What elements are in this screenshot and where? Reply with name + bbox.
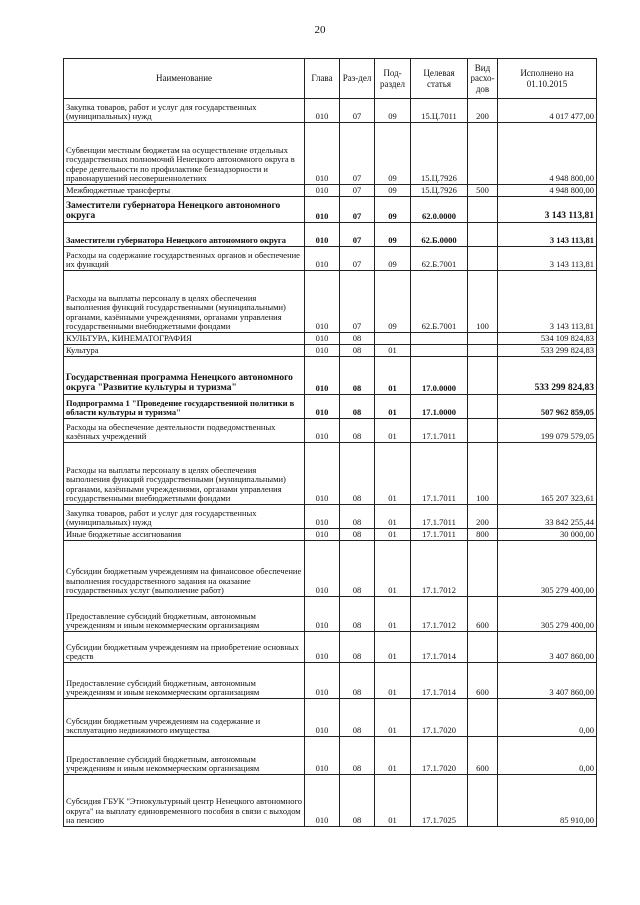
row-target-item: 62.Б.0000 [411,223,468,247]
row-target-item: 62.Б.7001 [411,271,468,333]
row-chapter: 010 [305,345,340,357]
row-name: Закупка товаров, работ и услуг для государственных (муниципальных) нужд [64,99,305,123]
row-section: 08 [340,737,375,775]
row-amount: 4 948 800,00 [498,185,597,197]
row-name: Субсидии бюджетным учреждениям на финансовое обеспечение выполнения государственного задания на оказание государственных услуг (выполнение работ) [64,541,305,597]
row-target-item: 17.1.7011 [411,419,468,443]
row-chapter: 010 [305,419,340,443]
row-section: 08 [340,663,375,699]
table-row [64,185,597,197]
row-name: Предоставление субсидий бюджетным, автономным учреждениям и иным некоммерческим организациям [64,597,305,632]
row-target-item: 15.Ц.7926 [411,123,468,185]
row-expense-type: 600 [468,663,498,699]
row-chapter: 010 [305,247,340,271]
row-subsection: 01 [375,443,411,505]
row-amount: 3 407 860,00 [498,663,597,699]
row-subsection: 09 [375,271,411,333]
table-row [64,345,597,357]
row-chapter: 010 [305,775,340,827]
row-expense-type [468,123,498,185]
row-name: Расходы на выплаты персоналу в целях обеспечения выполнения функций государственными (муниципальными) органами, казёнными учреждениями, органами управления государственными внебюджетными фондами [64,271,305,333]
row-amount: 507 962 859,05 [498,395,597,419]
budget-table [63,58,597,827]
row-target-item: 15.Ц.7926 [411,185,468,197]
row-name: Предоставление субсидий бюджетным, автономным учреждениям и иным некоммерческим организациям [64,737,305,775]
row-expense-type [468,223,498,247]
row-chapter: 010 [305,197,340,223]
table-row [64,597,597,632]
row-expense-type [468,395,498,419]
table-row [64,663,597,699]
table-row [64,333,597,345]
row-amount: 305 279 400,00 [498,597,597,632]
row-name: Закупка товаров, работ и услуг для государственных (муниципальных) нужд [64,505,305,529]
row-name: Субсидии бюджетным учреждениям на приобретение основных средств [64,632,305,663]
row-section: 08 [340,529,375,541]
table-row [64,271,597,333]
row-name: КУЛЬТУРА, КИНЕМАТОГРАФИЯ [64,333,305,345]
row-target-item: 17.0.0000 [411,357,468,395]
row-amount: 534 109 824,83 [498,333,597,345]
row-amount: 0,00 [498,699,597,737]
row-chapter: 010 [305,271,340,333]
row-expense-type [468,247,498,271]
row-amount: 199 079 579,05 [498,419,597,443]
table-row [64,699,597,737]
row-subsection: 01 [375,597,411,632]
row-expense-type: 200 [468,99,498,123]
header-expense-type: Вид расхо-дов [468,59,498,99]
row-subsection: 01 [375,663,411,699]
row-chapter: 010 [305,632,340,663]
row-name: Заместители губернатора Ненецкого автономного округа [64,223,305,247]
row-chapter: 010 [305,505,340,529]
row-subsection: 09 [375,123,411,185]
row-name: Иные бюджетные ассигнования [64,529,305,541]
table-row [64,632,597,663]
row-section: 07 [340,185,375,197]
row-amount: 533 299 824,83 [498,345,597,357]
table-row [64,419,597,443]
row-subsection: 01 [375,632,411,663]
row-name: Межбюджетные трансферты [64,185,305,197]
row-subsection: 01 [375,505,411,529]
row-subsection: 01 [375,699,411,737]
row-name: Подпрограмма 1 "Проведение государственной политики в области культуры и туризма" [64,395,305,419]
row-amount: 3 143 113,81 [498,247,597,271]
row-section: 07 [340,123,375,185]
row-subsection: 01 [375,541,411,597]
row-chapter: 010 [305,529,340,541]
row-section: 08 [340,443,375,505]
row-subsection: 01 [375,529,411,541]
row-target-item [411,345,468,357]
row-amount: 0,00 [498,737,597,775]
row-chapter: 010 [305,99,340,123]
row-target-item: 17.1.7011 [411,443,468,505]
row-target-item: 17.1.7025 [411,775,468,827]
row-amount: 3 143 113,81 [498,271,597,333]
row-name: Предоставление субсидий бюджетным, автономным учреждениям и иным некоммерческим организациям [64,663,305,699]
table-row [64,223,597,247]
row-subsection: 01 [375,395,411,419]
row-expense-type [468,541,498,597]
row-target-item: 17.1.7014 [411,663,468,699]
row-target-item: 62.0.0000 [411,197,468,223]
row-chapter: 010 [305,395,340,419]
row-expense-type: 600 [468,737,498,775]
row-section: 08 [340,419,375,443]
row-expense-type: 600 [468,597,498,632]
row-section: 08 [340,505,375,529]
row-subsection: 01 [375,357,411,395]
table-row [64,395,597,419]
table-row [64,505,597,529]
row-target-item: 17.1.7020 [411,737,468,775]
row-section: 08 [340,395,375,419]
row-subsection: 01 [375,419,411,443]
table-row [64,99,597,123]
row-expense-type: 200 [468,505,498,529]
table-row [64,247,597,271]
row-subsection: 01 [375,775,411,827]
row-chapter: 010 [305,185,340,197]
row-expense-type: 800 [468,529,498,541]
row-section: 08 [340,597,375,632]
header-executed: Исполнено на 01.10.2015 [498,59,597,99]
row-subsection: 09 [375,197,411,223]
row-amount: 4 948 800,00 [498,123,597,185]
row-name: Субвенции местным бюджетам на осуществление отдельных государственных полномочий Ненецкого автономного округа в сфере деятельности по профилактике безнадзорности и правонарушений несовершеннолетних [64,123,305,185]
row-section: 07 [340,223,375,247]
table-row [64,529,597,541]
table-row [64,197,597,223]
row-target-item: 17.1.7011 [411,505,468,529]
row-target-item: 17.1.7011 [411,529,468,541]
header-target-item: Целевая статья [411,59,468,99]
table-body [64,99,597,827]
row-target-item: 62.Б.7001 [411,247,468,271]
row-target-item: 17.1.7014 [411,632,468,663]
row-expense-type [468,632,498,663]
row-name: Расходы на обеспечение деятельности подведомственных казённых учреждений [64,419,305,443]
row-target-item: 17.1.7020 [411,699,468,737]
row-amount: 3 143 113,81 [498,223,597,247]
row-chapter: 010 [305,663,340,699]
row-amount: 85 910,00 [498,775,597,827]
header-name: Наименование [64,59,305,99]
row-target-item: 17.1.7012 [411,597,468,632]
row-name: Расходы на содержание государственных органов и обеспечение их функций [64,247,305,271]
row-chapter: 010 [305,357,340,395]
row-expense-type [468,345,498,357]
row-expense-type [468,197,498,223]
row-name: Государственная программа Ненецкого автономного округа "Развитие культуры и туризма" [64,357,305,395]
row-expense-type [468,419,498,443]
row-chapter: 010 [305,737,340,775]
row-name: Расходы на выплаты персоналу в целях обеспечения выполнения функций государственными (муниципальными) органами, казёнными учреждениями, органами управления государственными внебюджетными фондами [64,443,305,505]
row-amount: 165 207 323,61 [498,443,597,505]
row-amount: 533 299 824,83 [498,357,597,395]
row-section: 07 [340,247,375,271]
row-target-item: 17.1.0000 [411,395,468,419]
row-subsection: 09 [375,185,411,197]
row-section: 08 [340,699,375,737]
row-section: 07 [340,271,375,333]
table-header-row [64,59,597,99]
row-section: 08 [340,333,375,345]
row-amount: 3 407 860,00 [498,632,597,663]
row-section: 08 [340,632,375,663]
table-row [64,123,597,185]
row-name: Культура [64,345,305,357]
table-row [64,443,597,505]
row-chapter: 010 [305,597,340,632]
row-chapter: 010 [305,541,340,597]
table-row [64,775,597,827]
table-row [64,737,597,775]
row-amount: 305 279 400,00 [498,541,597,597]
row-expense-type: 500 [468,185,498,197]
row-expense-type [468,699,498,737]
row-expense-type: 100 [468,271,498,333]
row-chapter: 010 [305,333,340,345]
row-section: 08 [340,541,375,597]
row-subsection: 09 [375,99,411,123]
row-chapter: 010 [305,443,340,505]
row-amount: 3 143 113,81 [498,197,597,223]
row-amount: 4 017 477,00 [498,99,597,123]
row-chapter: 010 [305,699,340,737]
row-section: 07 [340,99,375,123]
row-chapter: 010 [305,123,340,185]
row-section: 08 [340,345,375,357]
row-name: Субсидии бюджетным учреждениям на содержание и эксплуатацию недвижимого имущества [64,699,305,737]
row-name: Субсидия ГБУК "Этнокультурный центр Ненецкого автономного округа" на выплату единовременного пособия в связи с выходом на пенсию [64,775,305,827]
row-subsection [375,333,411,345]
row-section: 08 [340,357,375,395]
row-target-item: 15.Ц.7011 [411,99,468,123]
header-chapter: Глава [305,59,340,99]
row-target-item: 17.1.7012 [411,541,468,597]
row-target-item [411,333,468,345]
row-expense-type: 100 [468,443,498,505]
row-subsection: 09 [375,247,411,271]
row-section: 08 [340,775,375,827]
row-amount: 30 000,00 [498,529,597,541]
row-amount: 33 842 255,44 [498,505,597,529]
page-number: 20 [314,24,326,36]
row-section: 07 [340,197,375,223]
table-row [64,541,597,597]
row-subsection: 09 [375,223,411,247]
table-row [64,357,597,395]
row-expense-type [468,333,498,345]
row-expense-type [468,775,498,827]
row-expense-type [468,357,498,395]
row-chapter: 010 [305,223,340,247]
row-subsection: 01 [375,737,411,775]
header-section: Раз-дел [340,59,375,99]
row-name: Заместители губернатора Ненецкого автономного округа [64,197,305,223]
row-subsection: 01 [375,345,411,357]
header-subsection: Под-раздел [375,59,411,99]
